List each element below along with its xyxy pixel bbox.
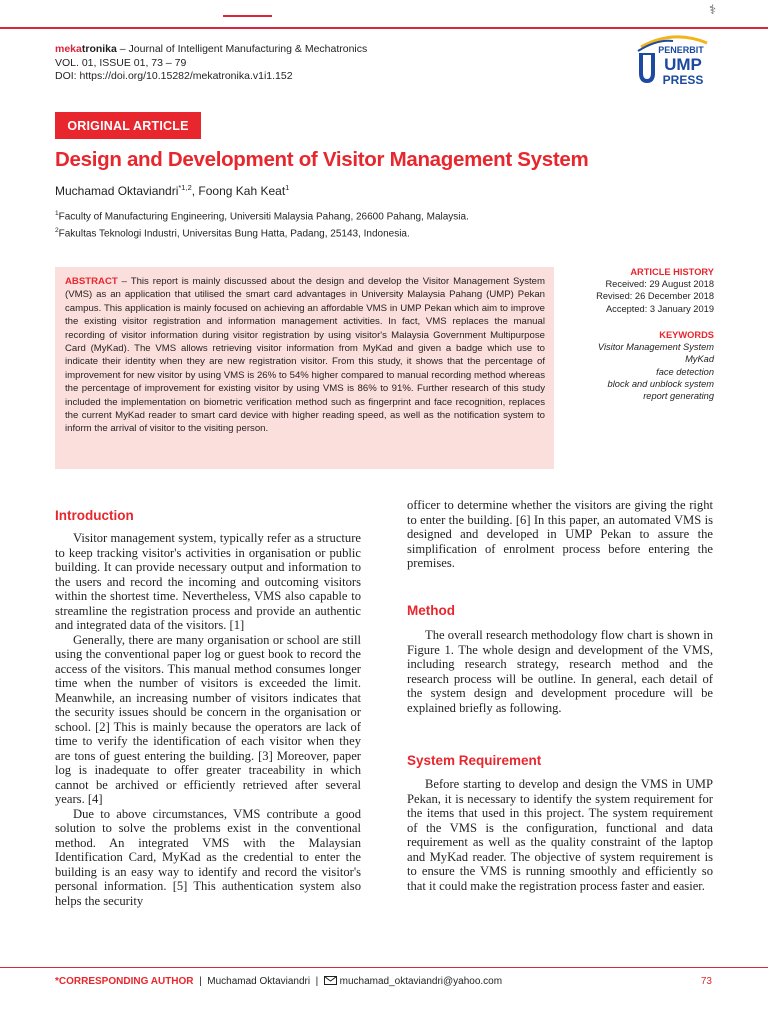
corresponding-author-label: *CORRESPONDING AUTHOR [55, 976, 194, 987]
system-requirement-body [407, 777, 713, 893]
corresponding-author-name: Muchamad Oktaviandri [207, 976, 311, 987]
history-accepted: Accepted: 3 January 2019 [605, 303, 714, 314]
body-paragraph: Before starting to develop and design the VMS in UMP Pekan, it is necessary to identify the system requirement for the items that used in this project. The system requirement of the VMS is the configuration, functional and data requirement as well as the quality constraint of the laptop and MyKad reader. The objective of system requirement is to ensure the VMS is running smoothly and efficiently so that it could make the registration process faster and easier. [407, 777, 713, 893]
author-name: , Foong Kah Keat [191, 184, 286, 198]
journal-volume: VOL. 01, ISSUE 01, 73 – 79 [55, 56, 187, 69]
abstract-label: ABSTRACT [65, 276, 118, 287]
footer-separator: | [315, 976, 319, 987]
publisher-logo [633, 33, 713, 91]
author-name: Muchamad Oktaviandri [55, 184, 179, 198]
header-accent-dash [223, 15, 272, 17]
journal-brand-part1: meka [55, 43, 82, 55]
footer-rule [0, 967, 768, 968]
keywords-heading: KEYWORDS [659, 330, 714, 340]
keyword-item: MyKad [685, 354, 714, 365]
article-type-badge: ORIGINAL ARTICLE [55, 112, 201, 139]
author-superscript: *1,2 [178, 183, 192, 192]
keyword-item: report generating [643, 391, 714, 402]
keywords [598, 329, 714, 402]
footer-separator: | [199, 976, 202, 987]
affiliation-line [55, 207, 469, 224]
system-requirement-heading: System Requirement [407, 753, 542, 768]
envelope-icon [324, 976, 337, 985]
logo-text-top: PENERBIT [658, 45, 704, 55]
article-title: Design and Development of Visitor Management System [55, 148, 589, 171]
keyword-item: block and unblock system [607, 378, 714, 389]
journal-doi[interactable]: DOI: https://doi.org/10.15282/mekatronika.v1i1.152 [55, 70, 293, 83]
journal-brand-part2: tronika [81, 43, 117, 55]
abstract-text: – This report is mainly discussed about the design and develop the Visitor Management System (VMS) as an application that utilised the smart card advantages in University Malaysia Pahang (UMP) Pekan campus. This application is mainly focused on achieving an affordable VMS in UMP Pekan which aim to improve the existing visitor registration and information management activities. In fact, VMS replaces the manual recording of visitor information during visitor registration by using visitor's Malaysia Government Multipurpose Card (MyKad). The VMS allows retrieving visitor information from MyKad and given a badge which use to indicate their identity when they are new registration visitor. From this study, it shows that the percentage of improvement for new visitor by using VMS is 26% to 54% higher compared to manual recording method whereas the percentage of improvement for existing visitor by using VMS is 86% to 91%. Further research of this study included the implementation on biometric verification method such as fingerprint and face recognition, replaces the current MyKad reader to smart card device with higher reading speed, as well as the notification system to inform the arrival of visitor to the visiting person. [65, 276, 545, 435]
method-heading: Method [407, 603, 455, 618]
affiliations [55, 207, 469, 242]
right-column-top [407, 498, 713, 571]
page-number: 73 [700, 976, 712, 987]
author-list [55, 183, 289, 198]
affiliation-line [55, 224, 469, 241]
left-column-body [55, 531, 361, 908]
affiliation-marker: 1 [55, 210, 59, 217]
body-paragraph: officer to determine whether the visitors are giving the right to enter the building. [6] In this paper, an automated VMS is designed and developed in UMP Pekan to assure the simplification of enrolment process before entering the premises. [407, 498, 713, 570]
body-paragraph: The overall research methodology flow chart is shown in Figure 1. The whole design and development of the VMS, including research strategy, research method and the research process will be outline. In general, each detail of the system design and development procedure will be explained briefly as following. [407, 628, 713, 715]
corner-mark-icon: ⚕ [709, 3, 717, 18]
journal-info [55, 43, 367, 84]
article-history-heading: ARTICLE HISTORY [630, 267, 714, 277]
footer [55, 976, 502, 987]
abstract-box [55, 267, 554, 469]
affiliation-text: Fakultas Teknologi Industri, Universitas Bung Hatta, Padang, 25143, Indonesia. [58, 228, 410, 240]
logo-text-bottom: PRESS [662, 73, 704, 87]
header-rule [0, 0, 768, 29]
affiliation-text: Faculty of Manufacturing Engineering, Universiti Malaysia Pahang, 26600 Pahang, Malaysia. [58, 211, 469, 223]
logo-text-mid: UMP [664, 55, 702, 74]
method-body [407, 628, 713, 715]
journal-line [55, 43, 367, 57]
body-paragraph: Due to above circumstances, VMS contribute a good solution to solve the problems exist in the conventional method. An integrated VMS with the Malaysian Identification Card, MyKad as the credential to enter the building is an easy way to identify and record the visitor's personal information. [5] This authentication system also helps the security [55, 806, 361, 908]
keyword-item: Visitor Management System [597, 342, 714, 353]
journal-name: – Journal of Intelligent Manufacturing & Mechatronics [116, 43, 368, 55]
affiliation-marker: 2 [55, 227, 59, 235]
body-paragraph: Visitor management system, typically refer as a structure to keep tracking visitor's activities in organisation or public building. It can provide necessary output and information to the users and record the incoming and outcoming visitors within the shortest time. Nevertheless, VMS also capable to streamline the registration process and provide an authentic and integrated data of the visitors. [1] [55, 531, 361, 632]
keyword-item: face detection [656, 366, 714, 377]
corresponding-author-email[interactable]: muchamad_oktaviandri@yahoo.com [339, 976, 503, 987]
body-paragraph: Generally, there are many organisation or school are still using the conventional paper log or guest book to record the access of the visitors. This manual method consumes longer time when the number of visitors is exceeded the limit. Meanwhile, an increasing number of visitors indicates that the security issues should be concern in the organisation or school. [2] This is mainly because the operators are lack of time to verify the identification of each visitor when they are tons of guest entering the building. [3] Moreover, paper log is inadequate to offer greater traceability in which cannot be archived or efficiently retrieved after several years. [4] [55, 632, 361, 806]
history-received: Received: 29 August 2018 [605, 279, 714, 290]
author-superscript: 1 [285, 183, 290, 192]
history-revised: Revised: 26 December 2018 [596, 291, 714, 302]
article-history [596, 266, 714, 315]
introduction-heading: Introduction [55, 508, 134, 523]
